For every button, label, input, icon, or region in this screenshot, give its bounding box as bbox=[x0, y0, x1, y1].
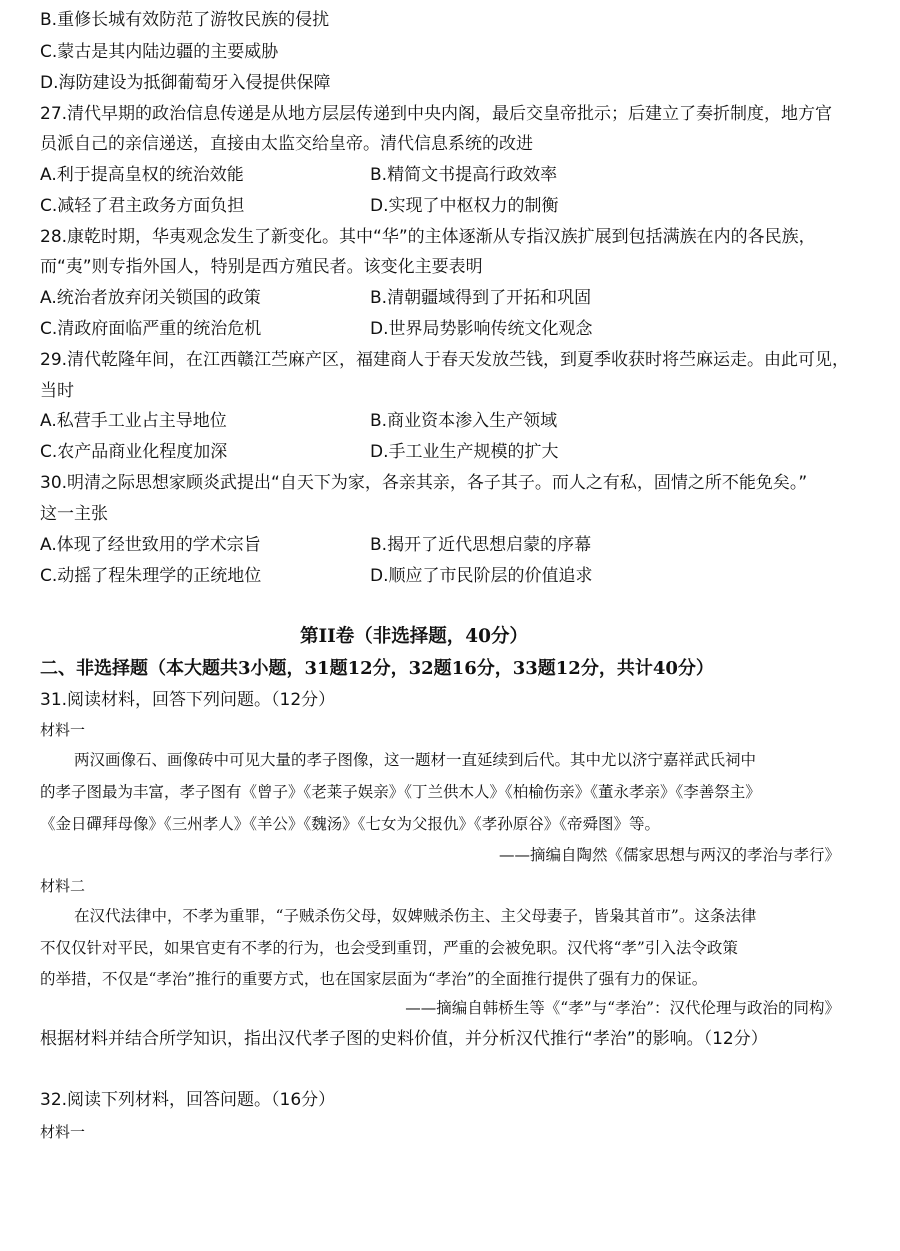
q28-option-a: A.统治者放弃闭关锁国的政策 bbox=[40, 288, 261, 308]
q26-option-d: D.海防建设为抵御葡萄牙入侵提供保障 bbox=[40, 73, 331, 93]
q31-material1-line1: 两汉画像石、画像砖中可见大量的孝子图像，这一题材一直延续到后代。其中尤以济宁嘉祥武氏祠中 bbox=[74, 751, 757, 769]
q27-option-c: C.减轻了君主政务方面负担 bbox=[40, 196, 245, 216]
q32-material1-label: 材料一 bbox=[40, 1123, 86, 1141]
q27-option-d: D.实现了中枢权力的制衡 bbox=[370, 196, 559, 216]
q29-option-c: C.农产品商业化程度加深 bbox=[40, 442, 228, 462]
q31-material2-line1: 在汉代法律中，不孝为重罪，“子贼杀伤父母，奴婢贼杀伤主、主父母妻子，皆枭其首市”。这条法律 bbox=[74, 907, 757, 925]
q31-material2-line2: 不仅仅针对平民，如果官吏有不孝的行为，也会受到重罚，严重的会被免职。汉代将“孝”引入法令政策 bbox=[40, 939, 738, 957]
q27-stem-line1: 27.清代早期的政治信息传递是从地方层层传递到中央内阁，最后交皇帝批示；后建立了奏折制度，地方官 bbox=[40, 104, 833, 124]
q27-stem-line2: 员派自己的亲信递送，直接由太监交给皇帝。清代信息系统的改进 bbox=[40, 134, 533, 154]
q29-option-b: B.商业资本渗入生产领域 bbox=[370, 411, 558, 431]
q31-material1-line3: 《金日磾拜母像》《三州孝人》《羊公》《魏汤》《七女为父报仇》《孝孙原谷》《帝舜图》等。 bbox=[40, 815, 661, 833]
section-two-title: 二、非选择题（本大题共3小题，31题12分，32题16分，33题12分，共计40分） bbox=[40, 658, 714, 679]
q26-option-c: C.蒙古是其内陆边疆的主要威胁 bbox=[40, 42, 279, 62]
q30-option-b: B.揭开了近代思想启蒙的序幕 bbox=[370, 535, 592, 555]
q32-stem: 32.阅读下列材料，回答问题。（16分） bbox=[40, 1090, 336, 1110]
q31-material1-label: 材料一 bbox=[40, 721, 86, 739]
q28-option-d: D.世界局势影响传统文化观念 bbox=[370, 319, 593, 339]
q30-option-c: C.动摇了程朱理学的正统地位 bbox=[40, 566, 262, 586]
q31-material2-label: 材料二 bbox=[40, 877, 86, 895]
q29-option-a: A.私营手工业占主导地位 bbox=[40, 411, 227, 431]
q31-stem: 31.阅读材料，回答下列问题。（12分） bbox=[40, 690, 336, 710]
q29-stem-line1: 29.清代乾隆年间，在江西赣江苎麻产区，福建商人于春天发放苎钱，到夏季收获时将苎麻运走。由此可见， bbox=[40, 350, 850, 370]
q28-option-b: B.清朝疆域得到了开拓和巩固 bbox=[370, 288, 592, 308]
q30-stem-line1: 30.明清之际思想家顾炎武提出“自天下为家，各亲其亲，各子其子。而人之有私，固情之所不能免矣。” bbox=[40, 473, 808, 493]
q27-option-b: B.精简文书提高行政效率 bbox=[370, 165, 558, 185]
q28-stem-line1: 28.康乾时期，华夷观念发生了新变化。其中“华”的主体逐渐从专指汉族扩展到包括满族在内的各民族， bbox=[40, 227, 816, 247]
q31-material2-source: ——摘编自韩桥生等《“孝”与“孝治”：汉代伦理与政治的同构》 bbox=[405, 999, 840, 1017]
q29-option-d: D.手工业生产规模的扩大 bbox=[370, 442, 559, 462]
q30-option-a: A.体现了经世致用的学术宗旨 bbox=[40, 535, 261, 555]
q30-option-d: D.顺应了市民阶层的价值追求 bbox=[370, 566, 593, 586]
q28-option-c: C.清政府面临严重的统治危机 bbox=[40, 319, 262, 339]
q26-option-b: B.重修长城有效防范了游牧民族的侵扰 bbox=[40, 10, 330, 30]
q27-option-a: A.利于提高皇权的统治效能 bbox=[40, 165, 244, 185]
q31-question: 根据材料并结合所学知识，指出汉代孝子图的史料价值，并分析汉代推行“孝治”的影响。（12分） bbox=[40, 1029, 768, 1049]
q31-material1-source: ——摘编自陶然《儒家思想与两汉的孝治与孝行》 bbox=[498, 846, 840, 864]
q28-stem-line2: 而“夷”则专指外国人，特别是西方殖民者。该变化主要表明 bbox=[40, 257, 483, 277]
volume-two-title: 第II卷（非选择题，40分） bbox=[300, 626, 529, 647]
q31-material1-line2: 的孝子图最为丰富，孝子图有《曾子》《老莱子娱亲》《丁兰供木人》《柏榆伤亲》《董永孝亲》《李善祭主》 bbox=[40, 783, 761, 801]
q29-stem-line2: 当时 bbox=[40, 381, 74, 401]
q31-material2-line3: 的举措，不仅是“孝治”推行的重要方式，也在国家层面为“孝治”的全面推行提供了强有力的保证。 bbox=[40, 970, 708, 988]
q30-stem-line2: 这一主张 bbox=[40, 504, 108, 524]
